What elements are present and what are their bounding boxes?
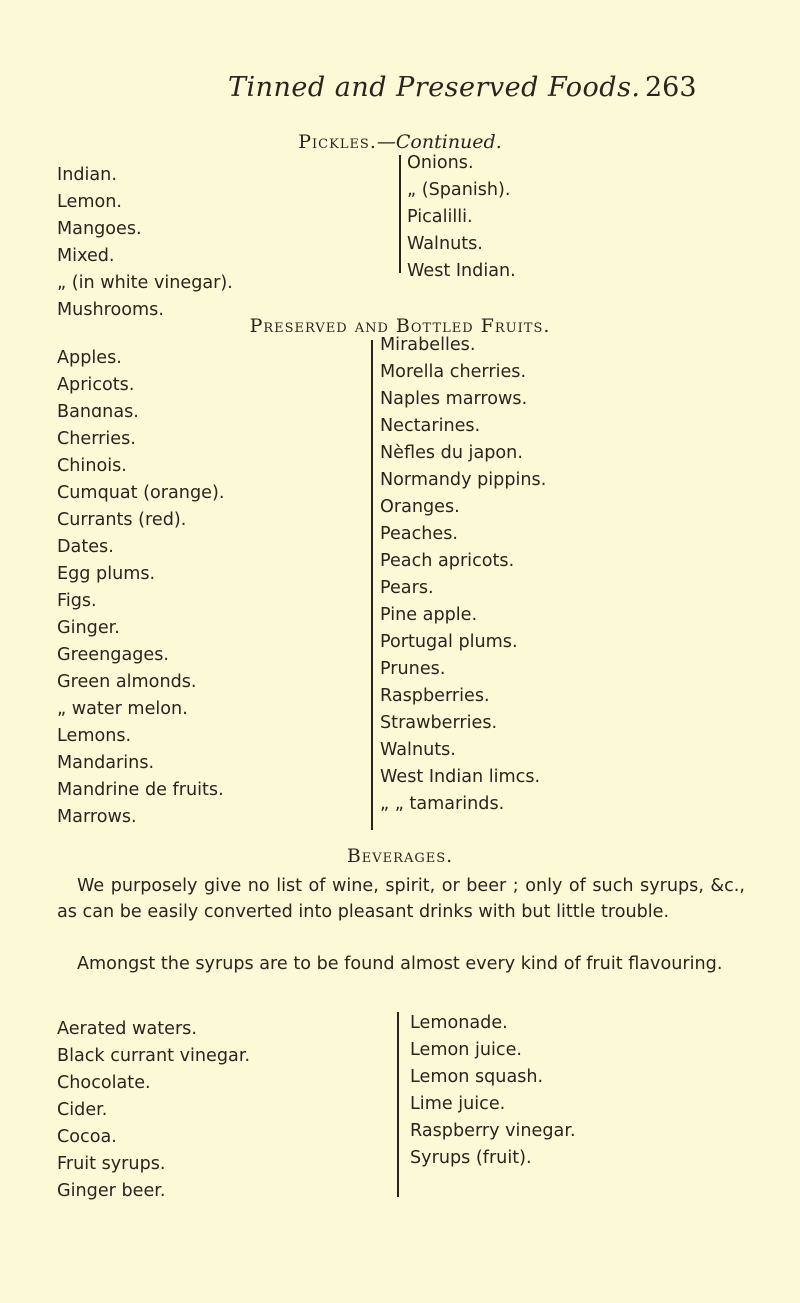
list-item: Cherries. xyxy=(57,429,136,449)
list-item: Figs. xyxy=(57,591,97,611)
pickles-heading xyxy=(0,131,800,153)
list-item: Lemon juice. xyxy=(410,1040,522,1060)
list-item: Mandarins. xyxy=(57,753,155,773)
beverages-paragraph-2: Amongst the syrups are to be found almost every kind of fruit flavouring. xyxy=(77,954,723,974)
list-item: West Indian limcs. xyxy=(380,767,541,787)
beverages-column-divider xyxy=(397,1012,399,1197)
list-item: Cumquat (orange). xyxy=(57,483,225,503)
pickles-column-divider xyxy=(399,155,401,273)
list-item: Portugal plums. xyxy=(380,632,518,652)
list-item: Walnuts. xyxy=(380,740,456,760)
pickles-right-column xyxy=(407,150,516,285)
list-item: Naples marrows. xyxy=(380,389,528,409)
list-item: Onions. xyxy=(407,153,474,173)
list-item: Pears. xyxy=(380,578,434,598)
list-item: Oranges. xyxy=(380,497,460,517)
list-item: Lime juice. xyxy=(410,1094,506,1114)
list-item: Normandy pippins. xyxy=(380,470,547,490)
list-item: Raspberry vinegar. xyxy=(410,1121,576,1141)
list-item: Peaches. xyxy=(380,524,458,544)
list-item: Lemon. xyxy=(57,192,122,212)
list-item: Lemons. xyxy=(57,726,132,746)
preserved-left-column xyxy=(57,345,224,831)
list-item: Morella cherries. xyxy=(380,362,527,382)
list-item: Marrows. xyxy=(57,807,137,827)
list-item: Mixed. xyxy=(57,246,115,266)
list-item: Currants (red). xyxy=(57,510,187,530)
list-item: Prunes. xyxy=(380,659,446,679)
list-item: Aerated waters. xyxy=(57,1019,197,1039)
list-item: Strawberries. xyxy=(380,713,498,733)
list-item: „ (in white vinegar). xyxy=(57,273,233,293)
list-item: Peach apricots. xyxy=(380,551,515,571)
list-item: Pine apple. xyxy=(380,605,478,625)
list-item: Black currant vinegar. xyxy=(57,1046,251,1066)
list-item: Cider. xyxy=(57,1100,108,1120)
list-item: Green almonds. xyxy=(57,672,197,692)
list-item: Nectarines. xyxy=(380,416,481,436)
list-item: „ (Spanish). xyxy=(407,180,511,200)
beverages-paragraph-1: We purposely give no list of wine, spirit, or beer ; only of such syrups, &c., as can be easily converted into pleasant drinks with but little trouble. xyxy=(57,876,745,922)
list-item: Raspberries. xyxy=(380,686,490,706)
list-item: Cocoa. xyxy=(57,1127,117,1147)
page-number: 263 xyxy=(645,72,697,103)
pickles-left-column xyxy=(57,162,233,324)
beverages-left-column xyxy=(57,1016,250,1205)
list-item: Ginger. xyxy=(57,618,120,638)
list-item: Chocolate. xyxy=(57,1073,151,1093)
beverages-right-column xyxy=(410,1010,576,1172)
list-item: Fruit syrups. xyxy=(57,1154,166,1174)
list-item: Lemonade. xyxy=(410,1013,508,1033)
list-item: Walnuts. xyxy=(407,234,483,254)
list-item: Picalilli. xyxy=(407,207,473,227)
preserved-right-column xyxy=(380,332,546,818)
pickles-heading-label: Pickles. xyxy=(298,131,377,153)
list-item: Mangoes. xyxy=(57,219,142,239)
page-header xyxy=(0,72,800,112)
list-item: Egg plums. xyxy=(57,564,156,584)
list-item: Greengages. xyxy=(57,645,169,665)
list-item: Syrups (fruit). xyxy=(410,1148,532,1168)
running-title: Tinned and Preserved Foods. xyxy=(228,72,641,103)
pickles-heading-continued: —Continued. xyxy=(376,131,502,153)
list-item: Nèfles du japon. xyxy=(380,443,523,463)
list-item: Chinois. xyxy=(57,456,127,476)
list-item: Mandrine de fruits. xyxy=(57,780,224,800)
list-item: Apricots. xyxy=(57,375,135,395)
list-item: „ „ tamarinds. xyxy=(380,794,505,814)
list-item: West Indian. xyxy=(407,261,516,281)
list-item: Dates. xyxy=(57,537,114,557)
preserved-column-divider xyxy=(371,340,373,830)
list-item: Apples. xyxy=(57,348,122,368)
list-item: Banɑnas. xyxy=(57,402,139,422)
list-item: Ginger beer. xyxy=(57,1181,166,1201)
preserved-fruits-heading: Preserved and Bottled Fruits. xyxy=(249,315,551,337)
list-item: „ water melon. xyxy=(57,699,188,719)
beverages-heading: Beverages. xyxy=(346,845,454,867)
list-item: Indian. xyxy=(57,165,117,185)
list-item: Mirabelles. xyxy=(380,335,476,355)
list-item: Lemon squash. xyxy=(410,1067,544,1087)
list-item: Mushrooms. xyxy=(57,300,164,320)
